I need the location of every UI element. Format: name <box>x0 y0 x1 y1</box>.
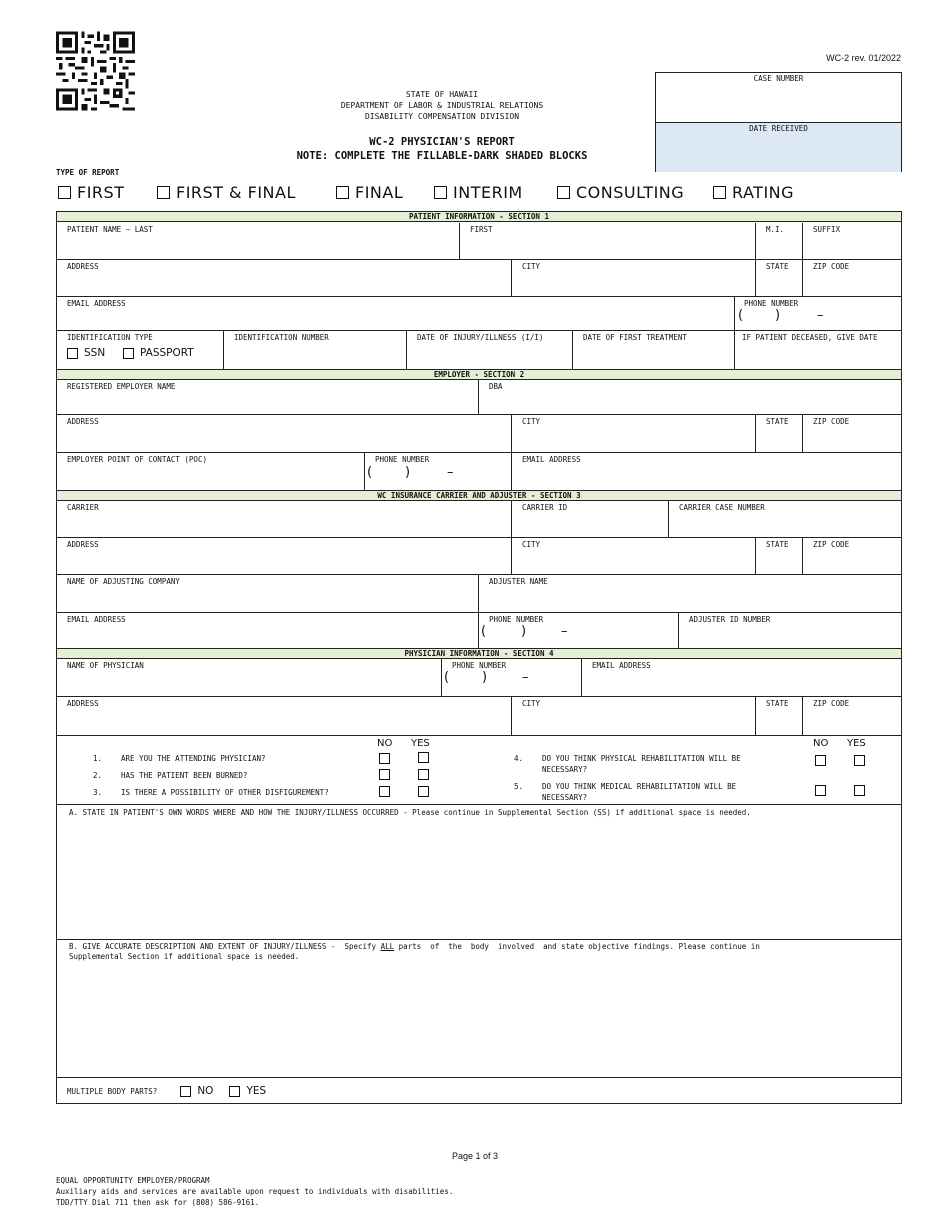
question-3-yes-checkbox[interactable] <box>418 786 429 797</box>
checkbox-icon[interactable] <box>180 1086 191 1097</box>
question-3-number: 3. <box>93 788 103 797</box>
case-box <box>655 72 902 172</box>
physician-zip-field[interactable]: ZIP CODE <box>802 697 903 735</box>
question-4-no-checkbox[interactable] <box>815 755 826 766</box>
patient-address-field[interactable]: ADDRESS <box>67 262 99 271</box>
adjuster-id-field[interactable]: ADJUSTER ID NUMBER <box>678 613 903 648</box>
questions-no-header-right: NO <box>813 738 829 749</box>
date-first-treatment-field[interactable]: DATE OF FIRST TREATMENT <box>572 331 734 369</box>
agency-department: DEPARTMENT OF LABOR & INDUSTRIAL RELATIONS <box>340 101 544 110</box>
patient-contact-row <box>57 297 901 331</box>
checkbox-icon[interactable] <box>157 186 170 199</box>
multiple-body-parts-no[interactable]: NO <box>180 1085 213 1097</box>
multiple-body-parts-yes[interactable]: YES <box>229 1085 266 1097</box>
carrier-address-row <box>57 538 901 575</box>
carrier-city-field[interactable]: CITY <box>511 538 755 574</box>
employer-zip-field[interactable]: ZIP CODE <box>802 415 903 452</box>
adjuster-row <box>57 575 901 613</box>
physician-address-field[interactable]: ADDRESS <box>67 699 99 708</box>
question-1-no-checkbox[interactable] <box>379 753 390 764</box>
id-type-passport-option[interactable]: PASSPORT <box>123 347 194 359</box>
section-b-label: B. GIVE ACCURATE DESCRIPTION AND EXTENT OF INJURY/ILLNESS - Specify ALL parts of the body involved and state objective findings. Please continue in Supplemental Section if additional space is needed. <box>69 942 760 961</box>
patient-email-field[interactable]: EMAIL ADDRESS <box>67 299 126 308</box>
physician-address-row <box>57 697 901 736</box>
date-received-field[interactable] <box>656 123 901 172</box>
question-2-number: 2. <box>93 771 103 780</box>
question-5-number: 5. <box>514 782 524 791</box>
patient-last-name-field[interactable]: PATIENT NAME – LAST <box>67 225 153 234</box>
carrier-zip-field[interactable]: ZIP CODE <box>802 538 903 574</box>
case-number-label: CASE NUMBER <box>753 74 804 83</box>
physician-city-field[interactable]: CITY <box>511 697 755 735</box>
employer-name-field[interactable]: REGISTERED EMPLOYER NAME <box>67 382 176 391</box>
employer-poc-field[interactable]: EMPLOYER POINT OF CONTACT (POC) <box>67 455 207 464</box>
page-number: Page 1 of 3 <box>451 1151 499 1161</box>
adjuster-email-field[interactable]: EMAIL ADDRESS <box>67 615 126 624</box>
questions-block <box>57 736 901 805</box>
employer-poc-row <box>57 453 901 490</box>
question-4-text: DO YOU THINK PHYSICAL REHABILITATION WILL BE NECESSARY? <box>542 754 741 774</box>
patient-city-field[interactable]: CITY <box>511 260 755 296</box>
questions-yes-header-right: YES <box>847 738 866 749</box>
employer-phone-field[interactable]: PHONE NUMBER ( ) – <box>364 453 511 490</box>
question-2-yes-checkbox[interactable] <box>418 769 429 780</box>
report-type-final[interactable]: FINAL <box>336 183 403 202</box>
date-of-injury-field[interactable]: DATE OF INJURY/ILLNESS (I/I) <box>406 331 572 369</box>
checkbox-icon[interactable] <box>229 1086 240 1097</box>
question-3-text: IS THERE A POSSIBILITY OF OTHER DISFIGUREMENT? <box>121 788 329 797</box>
checkbox-icon[interactable] <box>58 186 71 199</box>
employer-email-field[interactable]: EMAIL ADDRESS <box>511 453 903 490</box>
patient-mi-field[interactable]: M.I. <box>755 223 802 259</box>
section-4-header: PHYSICIAN INFORMATION - SECTION 4 <box>57 648 901 659</box>
carrier-case-number-field[interactable]: CARRIER CASE NUMBER <box>668 501 903 537</box>
question-5-text: DO YOU THINK MEDICAL REHABILITATION WILL BE NECESSARY? <box>542 782 737 802</box>
adjusting-company-field[interactable]: NAME OF ADJUSTING COMPANY <box>67 577 180 586</box>
type-of-report-options <box>56 183 902 205</box>
fill-note: NOTE: COMPLETE THE FILLABLE-DARK SHADED BLOCKS <box>296 150 588 162</box>
report-type-first[interactable]: FIRST <box>58 183 124 202</box>
section-b-textarea[interactable] <box>57 940 901 1078</box>
date-received-label: DATE RECEIVED <box>749 124 808 133</box>
question-1-text: ARE YOU THE ATTENDING PHYSICIAN? <box>121 754 266 763</box>
patient-id-row <box>57 331 901 369</box>
patient-zip-field[interactable]: ZIP CODE <box>802 260 903 296</box>
case-number-field[interactable] <box>656 73 901 123</box>
question-3-no-checkbox[interactable] <box>379 786 390 797</box>
identification-type-field: IDENTIFICATION TYPE SSN PASSPORT <box>67 333 194 359</box>
checkbox-icon[interactable] <box>713 186 726 199</box>
adjuster-contact-row <box>57 613 901 648</box>
patient-state-field[interactable]: STATE <box>755 260 802 296</box>
checkbox-icon[interactable] <box>336 186 349 199</box>
footer-eoe: EQUAL OPPORTUNITY EMPLOYER/PROGRAM <box>56 1176 210 1185</box>
carrier-row <box>57 501 901 538</box>
section-3-header: WC INSURANCE CARRIER AND ADJUSTER - SECTION 3 <box>57 490 901 501</box>
adjuster-phone-field[interactable]: PHONE NUMBER ( ) – <box>478 613 678 648</box>
questions-no-header: NO <box>377 738 393 749</box>
agency-division: DISABILITY COMPENSATION DIVISION <box>364 112 520 121</box>
wc2-form <box>56 211 902 1104</box>
question-5-no-checkbox[interactable] <box>815 785 826 796</box>
id-type-ssn-option[interactable]: SSN <box>67 347 105 359</box>
multiple-body-parts-row <box>57 1078 901 1104</box>
physician-phone-field[interactable]: PHONE NUMBER ( ) – <box>441 659 581 696</box>
section-2-header: EMPLOYER - SECTION 2 <box>57 369 901 380</box>
report-type-rating[interactable]: RATING <box>713 183 794 202</box>
report-type-first-final[interactable]: FIRST & FINAL <box>157 183 296 202</box>
adjuster-name-field[interactable]: ADJUSTER NAME <box>478 575 903 612</box>
employer-city-field[interactable]: CITY <box>511 415 755 452</box>
question-4-yes-checkbox[interactable] <box>854 755 865 766</box>
question-5-yes-checkbox[interactable] <box>854 785 865 796</box>
checkbox-icon[interactable] <box>434 186 447 199</box>
checkbox-icon[interactable] <box>557 186 570 199</box>
section-a-label: A. STATE IN PATIENT'S OWN WORDS WHERE AND HOW THE INJURY/ILLNESS OCCURRED - Please continue in Supplemental Section (SS) if additional space is needed. <box>69 808 751 817</box>
identification-number-field[interactable]: IDENTIFICATION NUMBER <box>223 331 406 369</box>
physician-row <box>57 659 901 697</box>
employer-address-row <box>57 415 901 453</box>
date-deceased-field[interactable]: IF PATIENT DECEASED, GIVE DATE <box>734 331 903 369</box>
physician-name-field[interactable]: NAME OF PHYSICIAN <box>67 661 144 670</box>
questions-yes-header: YES <box>411 738 430 749</box>
footer-tty: TDD/TTY Dial 711 then ask for (808) 586-9161. <box>56 1198 260 1207</box>
form-revision: WC-2 rev. 01/2022 <box>826 53 901 63</box>
question-2-text: HAS THE PATIENT BEEN BURNED? <box>121 771 248 780</box>
patient-name-row <box>57 223 901 260</box>
checkbox-icon[interactable] <box>67 348 78 359</box>
multiple-body-parts-label: MULTIPLE BODY PARTS? <box>67 1086 158 1096</box>
patient-suffix-field[interactable]: SUFFIX <box>802 223 903 259</box>
employer-address-field[interactable]: ADDRESS <box>67 417 99 426</box>
report-title: WC-2 PHYSICIAN'S REPORT <box>369 136 515 148</box>
type-of-report-label: TYPE OF REPORT <box>56 168 120 177</box>
carrier-id-field[interactable]: CARRIER ID <box>511 501 668 537</box>
physician-state-field[interactable]: STATE <box>755 697 802 735</box>
question-2-no-checkbox[interactable] <box>379 769 390 780</box>
employer-state-field[interactable]: STATE <box>755 415 802 452</box>
physician-email-field[interactable]: EMAIL ADDRESS <box>581 659 903 696</box>
footer <box>56 1175 453 1208</box>
carrier-field[interactable]: CARRIER <box>67 503 99 512</box>
agency-state: STATE OF HAWAII <box>405 90 479 99</box>
report-type-interim[interactable]: INTERIM <box>434 183 523 202</box>
footer-aux: Auxiliary aids and services are available upon request to individuals with disabilities. <box>56 1187 454 1196</box>
employer-dba-field[interactable]: DBA <box>478 380 903 414</box>
question-1-number: 1. <box>93 754 103 763</box>
report-type-consulting[interactable]: CONSULTING <box>557 183 684 202</box>
carrier-state-field[interactable]: STATE <box>755 538 802 574</box>
multiple-body-parts <box>67 1078 266 1104</box>
question-1-yes-checkbox[interactable] <box>418 752 429 763</box>
patient-address-row <box>57 260 901 297</box>
question-4-number: 4. <box>514 754 524 763</box>
employer-name-row <box>57 380 901 415</box>
section-a-textarea[interactable] <box>57 805 901 940</box>
patient-first-name-field[interactable]: FIRST <box>459 223 755 259</box>
section-1-header: PATIENT INFORMATION - SECTION 1 <box>57 211 901 222</box>
checkbox-icon[interactable] <box>123 348 134 359</box>
carrier-address-field[interactable]: ADDRESS <box>67 540 99 549</box>
patient-phone-field[interactable]: PHONE NUMBER ( ) – <box>734 297 903 330</box>
